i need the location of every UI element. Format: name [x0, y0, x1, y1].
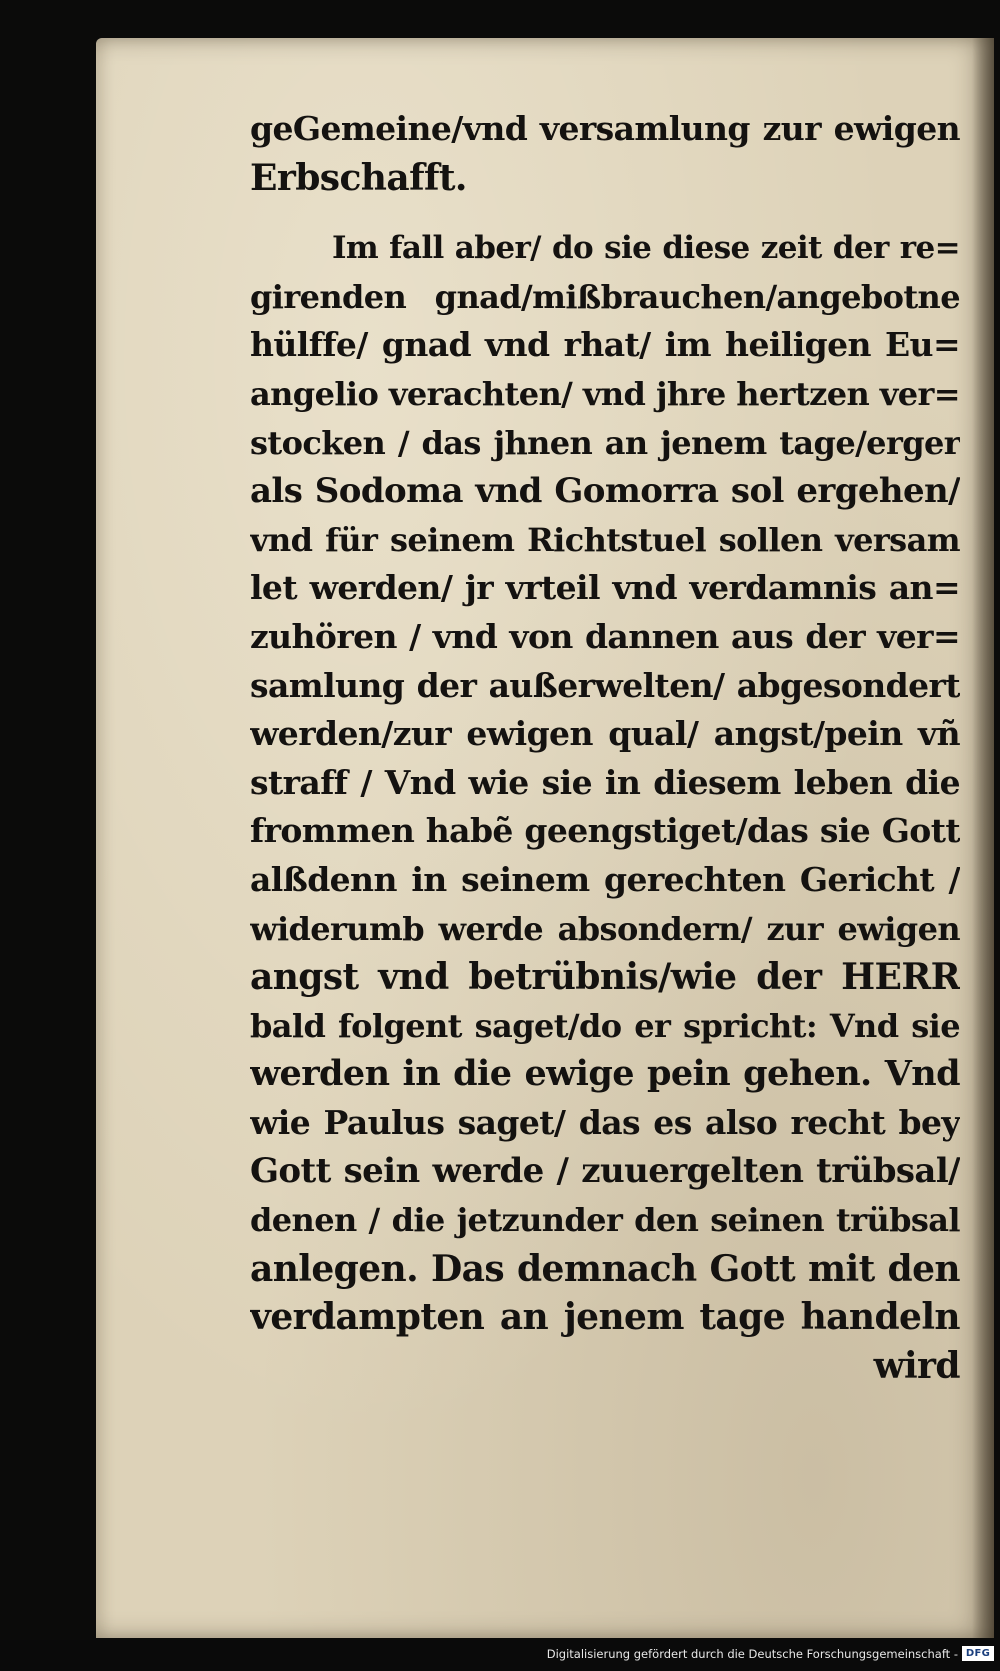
text-line-16: alßdenn in seinem gerechten Gericht /: [250, 859, 960, 899]
digitization-footer: [0, 1640, 1000, 1671]
text-line-1: geGemeine/vnd versamlung zur ewigen: [250, 109, 960, 148]
dfg-logo: DFG: [962, 1646, 994, 1661]
text-line-13: werden/zur ewigen qual/ angst/pein vñ: [250, 714, 960, 754]
text-line-19: bald folgent saget/do er spricht: Vnd sie: [250, 1006, 960, 1045]
text-line-10: let werden/ jr vrteil vnd verdamnis an=: [250, 568, 960, 608]
text-line-3: Im fall aber/ do sie diese zeit der re=: [332, 230, 960, 267]
text-line-21: wie Paulus saget/ das es also recht bey: [250, 1102, 960, 1142]
page-edge-shadow: [972, 38, 994, 1638]
catchword: wird: [873, 1344, 960, 1387]
text-line-25: verdampten an jenem tage handeln: [250, 1296, 960, 1339]
text-line-6: angelio verachten/ vnd jhre hertzen ver=: [250, 374, 960, 413]
text-line-5: hülffe/ gnad vnd rhat/ im heiligen Eu=: [250, 325, 960, 365]
text-line-9: vnd für seinem Richtstuel sollen versam: [250, 520, 960, 559]
funding-credit: Digitalisierung gefördert durch die Deutsche Forschungsgemeinschaft -: [546, 1647, 958, 1661]
text-line-18: angst vnd betrübnis/wie der HERR: [250, 956, 960, 999]
text-line-14: straff / Vnd wie sie in diesem leben die: [250, 762, 960, 802]
text-line-15: frommen habẽ geengstiget/das sie Gott: [250, 811, 960, 851]
text-line-24: anlegen. Das demnach Gott mit den: [250, 1247, 960, 1290]
text-line-22: Gott sein werde / zuuergelten trübsal/: [250, 1151, 960, 1192]
text-line-2: Erbschafft.: [250, 156, 467, 199]
text-line-8: als Sodoma vnd Gomorra sol ergehen/: [250, 471, 960, 512]
text-line-12: samlung der außerwelten/ abgesondert: [250, 665, 960, 705]
text-line-11: zuhören / vnd von dannen aus der ver=: [250, 616, 960, 656]
text-line-20: werden in die ewige pein gehen. Vnd: [250, 1053, 960, 1095]
page-text: [250, 105, 960, 1390]
text-line-23: denen / die jetzunder den seinen trübsal: [250, 1201, 960, 1240]
text-line-4: girenden gnad/mißbrauchen/angebotne: [250, 277, 960, 316]
text-line-17: widerumb werde absondern/ zur ewigen: [250, 909, 960, 948]
text-line-7: stocken / das jhnen an jenem tage/erger: [250, 423, 960, 462]
